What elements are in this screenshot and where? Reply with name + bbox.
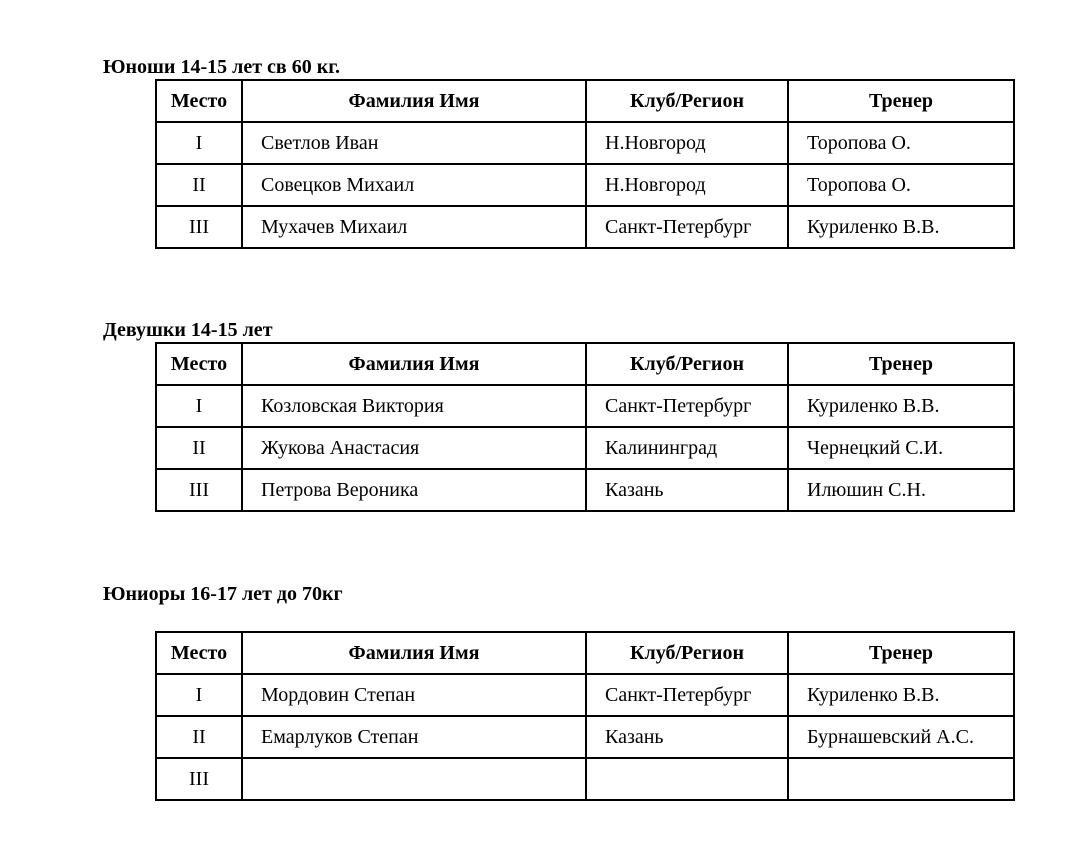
- section-title: Юниоры 16-17 лет до 70кг: [103, 583, 343, 605]
- coach-cell: Куриленко В.В.: [788, 674, 1014, 716]
- column-header-coach: Тренер: [788, 632, 1014, 674]
- coach-cell: [788, 758, 1014, 800]
- table-header-row: [156, 632, 1014, 674]
- place-cell: II: [156, 427, 242, 469]
- column-header-name: Фамилия Имя: [242, 632, 586, 674]
- column-header-club: Клуб/Регион: [586, 632, 788, 674]
- table-row: [156, 206, 1014, 248]
- name-cell: Жукова Анастасия: [242, 427, 586, 469]
- place-cell: I: [156, 674, 242, 716]
- column-header-club: Клуб/Регион: [586, 343, 788, 385]
- place-cell: I: [156, 385, 242, 427]
- name-cell: [242, 758, 586, 800]
- club-cell: Калининград: [586, 427, 788, 469]
- results-table: [155, 342, 1015, 512]
- section-title: Юноши 14-15 лет св 60 кг.: [103, 56, 341, 78]
- coach-cell: Чернецкий С.И.: [788, 427, 1014, 469]
- coach-cell: Куриленко В.В.: [788, 206, 1014, 248]
- column-header-coach: Тренер: [788, 343, 1014, 385]
- club-cell: [586, 758, 788, 800]
- coach-cell: Торопова О.: [788, 122, 1014, 164]
- club-cell: Санкт-Петербург: [586, 385, 788, 427]
- results-table: [155, 79, 1015, 249]
- table-row: [156, 674, 1014, 716]
- name-cell: Светлов Иван: [242, 122, 586, 164]
- column-header-coach: Тренер: [788, 80, 1014, 122]
- coach-cell: Торопова О.: [788, 164, 1014, 206]
- place-cell: III: [156, 469, 242, 511]
- table-row: [156, 427, 1014, 469]
- table-row: [156, 164, 1014, 206]
- column-header-club: Клуб/Регион: [586, 80, 788, 122]
- club-cell: Н.Новгород: [586, 164, 788, 206]
- table-header-row: [156, 80, 1014, 122]
- coach-cell: Куриленко В.В.: [788, 385, 1014, 427]
- place-cell: III: [156, 206, 242, 248]
- name-cell: Совецков Михаил: [242, 164, 586, 206]
- coach-cell: Бурнашевский А.С.: [788, 716, 1014, 758]
- column-header-place: Место: [156, 632, 242, 674]
- place-cell: III: [156, 758, 242, 800]
- column-header-name: Фамилия Имя: [242, 343, 586, 385]
- table-row: [156, 716, 1014, 758]
- table-row: [156, 122, 1014, 164]
- table-row: [156, 385, 1014, 427]
- name-cell: Петрова Вероника: [242, 469, 586, 511]
- club-cell: Казань: [586, 716, 788, 758]
- club-cell: Казань: [586, 469, 788, 511]
- table-row: [156, 758, 1014, 800]
- place-cell: II: [156, 716, 242, 758]
- club-cell: Н.Новгород: [586, 122, 788, 164]
- coach-cell: Илюшин С.Н.: [788, 469, 1014, 511]
- name-cell: Емарлуков Степан: [242, 716, 586, 758]
- section-title: Девушки 14-15 лет: [103, 319, 273, 341]
- table-row: [156, 469, 1014, 511]
- place-cell: II: [156, 164, 242, 206]
- column-header-place: Место: [156, 343, 242, 385]
- results-table: [155, 631, 1015, 801]
- club-cell: Санкт-Петербург: [586, 206, 788, 248]
- name-cell: Мордовин Степан: [242, 674, 586, 716]
- column-header-name: Фамилия Имя: [242, 80, 586, 122]
- name-cell: Мухачев Михаил: [242, 206, 586, 248]
- table-header-row: [156, 343, 1014, 385]
- column-header-place: Место: [156, 80, 242, 122]
- place-cell: I: [156, 122, 242, 164]
- club-cell: Санкт-Петербург: [586, 674, 788, 716]
- name-cell: Козловская Виктория: [242, 385, 586, 427]
